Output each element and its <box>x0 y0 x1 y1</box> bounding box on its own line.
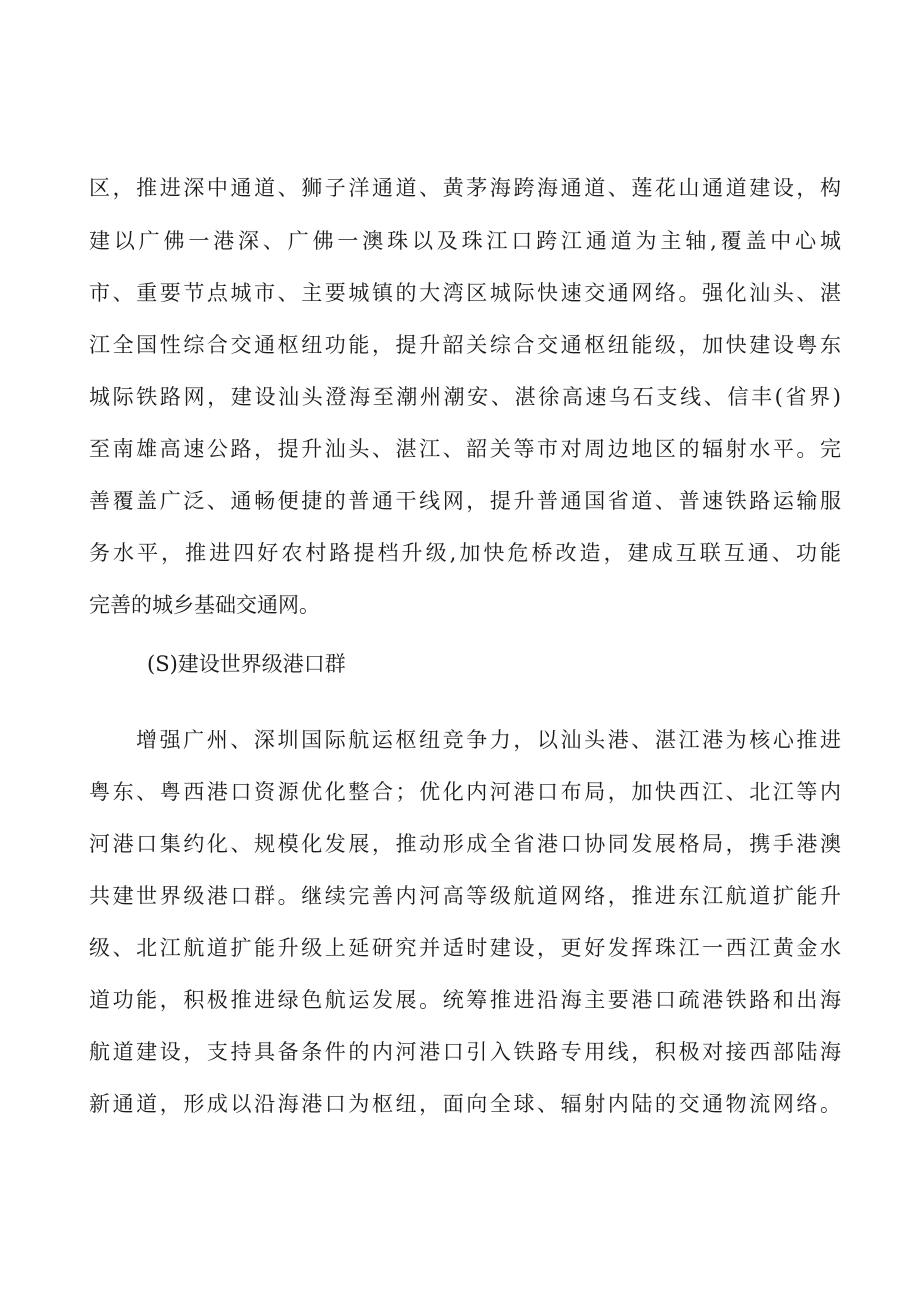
paragraph-1-line-6: 至南雄高速公路，提升汕头、湛江、韶关等市对周边地区的辐射水平。完 <box>89 437 841 461</box>
paragraph-1-line-9: 完善的城乡基础交通网。 <box>89 593 320 617</box>
paragraph-2-line-4: 共建世界级港口群。继续完善内河高等级航道网络，推进东江航道扩能升 <box>89 884 841 908</box>
paragraph-2-line-2: 粤东、粤西港口资源优化整合；优化内河港口布局，加快西江、北江等内 <box>89 780 841 804</box>
paragraph-1-line-8: 务水平，推进四好农村路提档升级,加快危桥改造，建成互联互通、功能 <box>89 541 841 565</box>
paragraph-1-line-1: 区，推进深中通道、狮子洋通道、黄茅海跨海通道、莲花山通道建设，构 <box>89 176 841 200</box>
paragraph-1-line-5: 城际铁路网，建设汕头澄海至潮州潮安、湛徐高速乌石支线、信丰(省界) <box>89 385 841 409</box>
paragraph-1-line-3: 市、重要节点城市、主要城镇的大湾区城际快速交通网络。强化汕头、湛 <box>89 281 841 305</box>
paragraph-1-line-7: 善覆盖广泛、通畅便捷的普通干线网，提升普通国省道、普速铁路运输服 <box>89 489 841 513</box>
paragraph-2-line-8: 新通道，形成以沿海港口为枢纽，面向全球、辐射内陆的交通物流网络。 <box>89 1092 841 1116</box>
paragraph-2-line-1: 增强广州、深圳国际航运枢纽竞争力，以汕头港、湛江港为核心推进 <box>136 728 841 752</box>
paragraph-1-line-4: 江全国性综合交通枢纽功能，提升韶关综合交通枢纽能级，加快建设粤东 <box>89 333 841 357</box>
paragraph-1-line-2: 建以广佛一港深、广佛一澳珠以及珠江口跨江通道为主轴,覆盖中心城 <box>89 229 841 253</box>
paragraph-2-line-7: 航道建设，支持具备条件的内河港口引入铁路专用线，积极对接西部陆海 <box>89 1040 841 1064</box>
paragraph-2-line-5: 级、北江航道扩能升级上延研究并适时建设，更好发挥珠江一西江黄金水 <box>89 936 841 960</box>
paragraph-2-line-6: 道功能，积极推进绿色航运发展。统筹推进沿海主要港口疏港铁路和出海 <box>89 988 841 1012</box>
section-heading: (S)建设世界级港口群 <box>147 652 346 676</box>
paragraph-2-line-3: 河港口集约化、规模化发展，推动形成全省港口协同发展格局，携手港澳 <box>89 832 841 856</box>
